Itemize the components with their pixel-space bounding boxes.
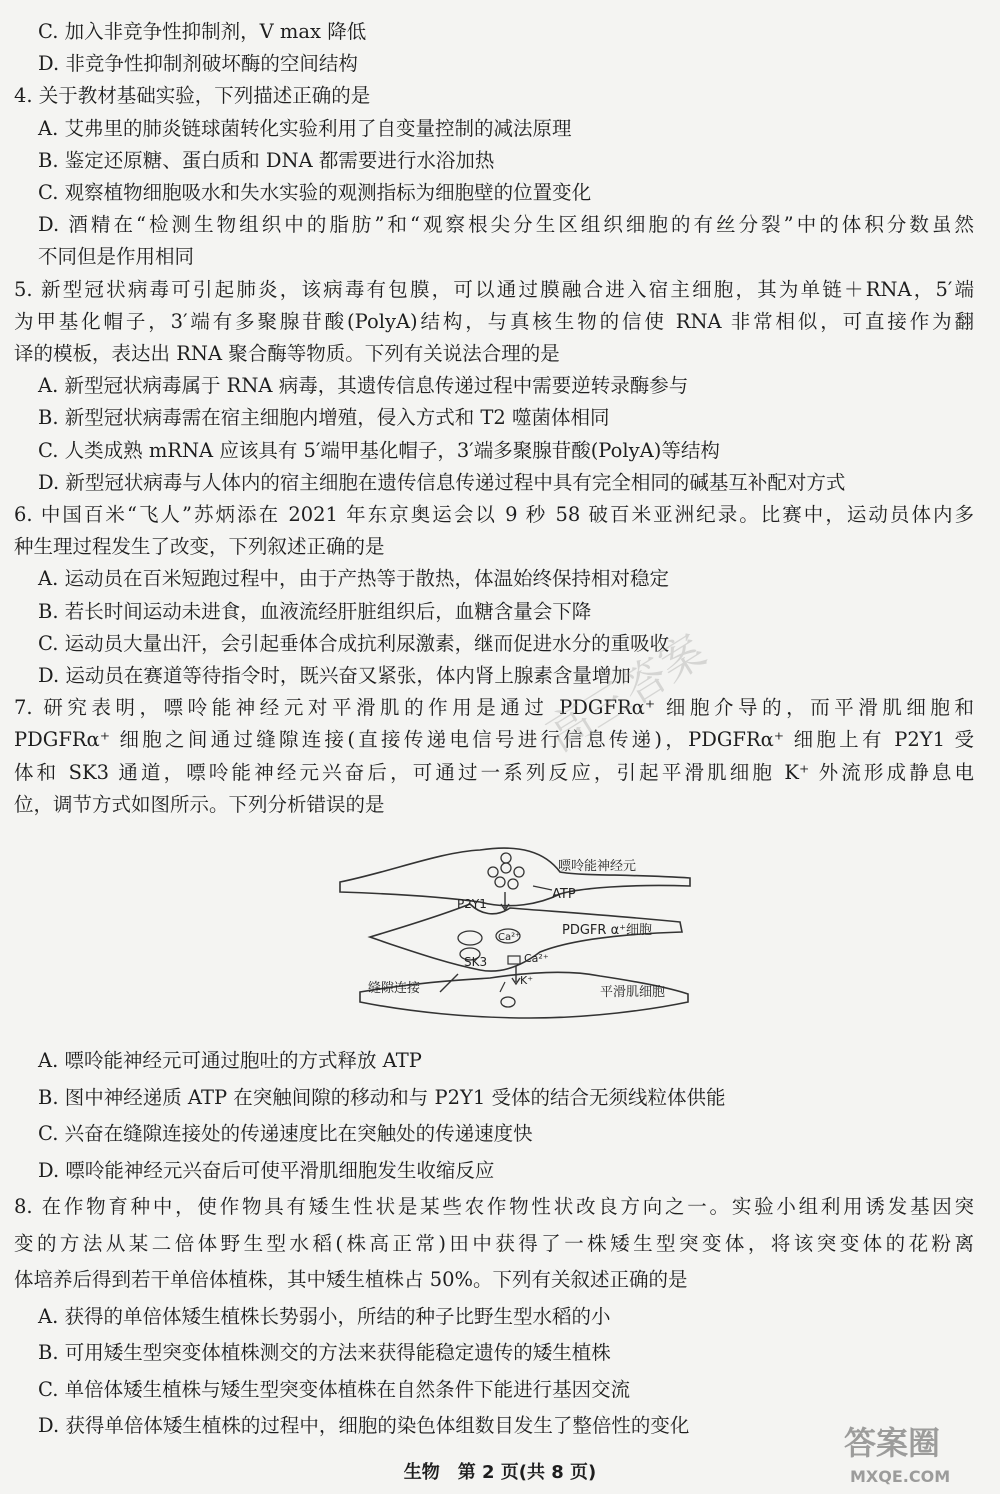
question-text: 为甲基化帽子，3′端有多聚腺苷酸(PolyA)结构，与真核生物的信使 RNA 非常相似，可直接作为翻 [14, 309, 974, 333]
question-stem: 7. 研究表明，嘌呤能神经元对平滑肌的作用是通过 PDGFRα⁺ 细胞介导的，而平滑肌细胞和 [14, 696, 974, 720]
answer-option: C. 单倍体矮生植株与矮生型突变体植株在自然条件下能进行基因交流 [38, 1377, 631, 1401]
answer-option: C. 运动员大量出汗，会引起垂体合成抗利尿激素，继而促进水分的重吸收 [38, 631, 670, 655]
answer-option: A. 艾弗里的肺炎链球菌转化实验利用了自变量控制的减法原理 [38, 116, 572, 140]
label-ca-inner: Ca²⁺ [498, 932, 521, 943]
question-stem: 8. 在作物育种中，使作物具有矮生性状是某些农作物性状改良方向之一。实验小组利用诱发基因突 [14, 1195, 974, 1218]
answer-option: D. 酒精在“检测生物组织中的脂肪”和“观察根尖分生区组织细胞的有丝分裂”中的体积分数虽然 [38, 213, 974, 237]
label-p2y1: P2Y1 [457, 897, 487, 911]
neuron-shape [340, 848, 690, 906]
page-footer: 生物 第 2 页(共 8 页) [403, 1462, 597, 1483]
answer-option: A. 新型冠状病毒属于 RNA 病毒，其遗传信息传递过程中需要逆转录酶参与 [38, 374, 689, 398]
answer-option: D. 运动员在赛道等待指令时，既兴奋又紧张，体内肾上腺素含量增加 [38, 664, 631, 687]
answer-option: D. 嘌呤能神经元兴奋后可使平滑肌细胞发生收缩反应 [38, 1158, 495, 1182]
watermark-url: MXQE.COM [850, 1467, 951, 1486]
question-text: 体培养后得到若干单倍体植株，其中矮生植株占 50%。下列有关叙述正确的是 [14, 1268, 688, 1291]
signal-diagram [330, 842, 700, 1022]
watermark-stamp-text: 高三答案 [538, 625, 715, 762]
site-watermark-logo [840, 1418, 990, 1488]
answer-option: C. 兴奋在缝隙连接处的传递速度比在突触处的传递速度快 [38, 1122, 533, 1145]
question-text: PDGFRα⁺ 细胞之间通过缝隙连接(直接传递电信号进行信息传递)，PDGFRα⁺ 细胞上有 P2Y1 受 [14, 728, 974, 752]
label-gap: 缝隙连接 [368, 981, 421, 996]
answer-option: D. 新型冠状病毒与人体内的宿主细胞在遗传信息传递过程中具有完全相同的碱基互补配对方式 [38, 470, 846, 494]
question-text: 种生理过程发生了改变，下列叙述正确的是 [14, 535, 385, 559]
question-text: 译的模板，表达出 RNA 聚合酶等物质。下列有关说法合理的是 [14, 342, 560, 365]
label-smooth: 平滑肌细胞 [600, 985, 666, 1000]
answer-option: C. 观察植物细胞吸水和失水实验的观测指标为细胞壁的位置变化 [38, 181, 592, 204]
question-text: 体和 SK3 通道，嘌呤能神经元兴奋后，可通过一系列反应，引起平滑肌细胞 K⁺ 外流形成静息电 [14, 760, 974, 784]
watermark-title: 答案圈 [844, 1424, 941, 1462]
answer-option: A. 运动员在百米短跑过程中，由于产热等于散热，体温始终保持相对稳定 [38, 567, 669, 591]
answer-option: A. 嘌呤能神经元可通过胞吐的方式释放 ATP [38, 1049, 422, 1072]
question-stem: 5. 新型冠状病毒可引起肺炎，该病毒有包膜，可以通过膜融合进入宿主细胞，其为单链＋RNA，5′端 [14, 277, 974, 301]
answer-option: B. 若长时间运动未进食，血液流经肝脏组织后，血糖含量会下降 [38, 599, 592, 623]
answer-option: B. 可用矮生型突变体植株测交的方法来获得能稳定遗传的矮生植株 [38, 1341, 611, 1364]
label-k: K⁺ [520, 974, 534, 987]
answer-option: D. 获得单倍体矮生植株的过程中，细胞的染色体组数目发生了整倍性的变化 [38, 1414, 690, 1437]
question-stem: 4. 关于教材基础实验，下列描述正确的是 [14, 84, 371, 108]
question-stem: 6. 中国百米“飞人”苏炳添在 2021 年东京奥运会以 9 秒 58 破百米亚洲纪录。比赛中，运动员体内多 [14, 503, 974, 526]
answer-option: A. 获得的单倍体矮生植株长势弱小，所结的种子比野生型水稻的小 [38, 1304, 611, 1328]
question-text: 不同但是作用相同 [38, 245, 195, 269]
answer-option: B. 图中神经递质 ATP 在突触间隙的移动和与 P2Y1 受体的结合无须线粒体供能 [38, 1085, 726, 1109]
answer-option: C. 人类成熟 mRNA 应该具有 5′端甲基化帽子，3′端多聚腺苷酸(PolyA)等结构 [38, 438, 720, 462]
label-sk3: SK3 [464, 955, 488, 969]
answer-option: B. 新型冠状病毒需在宿主细胞内增殖，侵入方式和 T2 噬菌体相同 [38, 406, 610, 430]
label-ca: Ca²⁺ [524, 952, 549, 965]
question-text: 位，调节方式如图所示。下列分析错误的是 [14, 792, 385, 816]
question-text: 变的方法从某二倍体野生型水稻(株高正常)田中获得了一株矮生型突变体，将该突变体的花粉离 [14, 1231, 974, 1255]
answer-option: C. 加入非竞争性抑制剂，V max 降低 [38, 20, 367, 43]
label-pdgfr: PDGFR α⁺细胞 [562, 923, 652, 938]
answer-option: B. 鉴定还原糖、蛋白质和 DNA 都需要进行水浴加热 [38, 148, 495, 172]
label-neuron: 嘌呤能神经元 [558, 859, 637, 874]
answer-option: D. 非竞争性抑制剂破坏酶的空间结构 [38, 52, 358, 76]
label-atp: ATP [552, 887, 576, 902]
